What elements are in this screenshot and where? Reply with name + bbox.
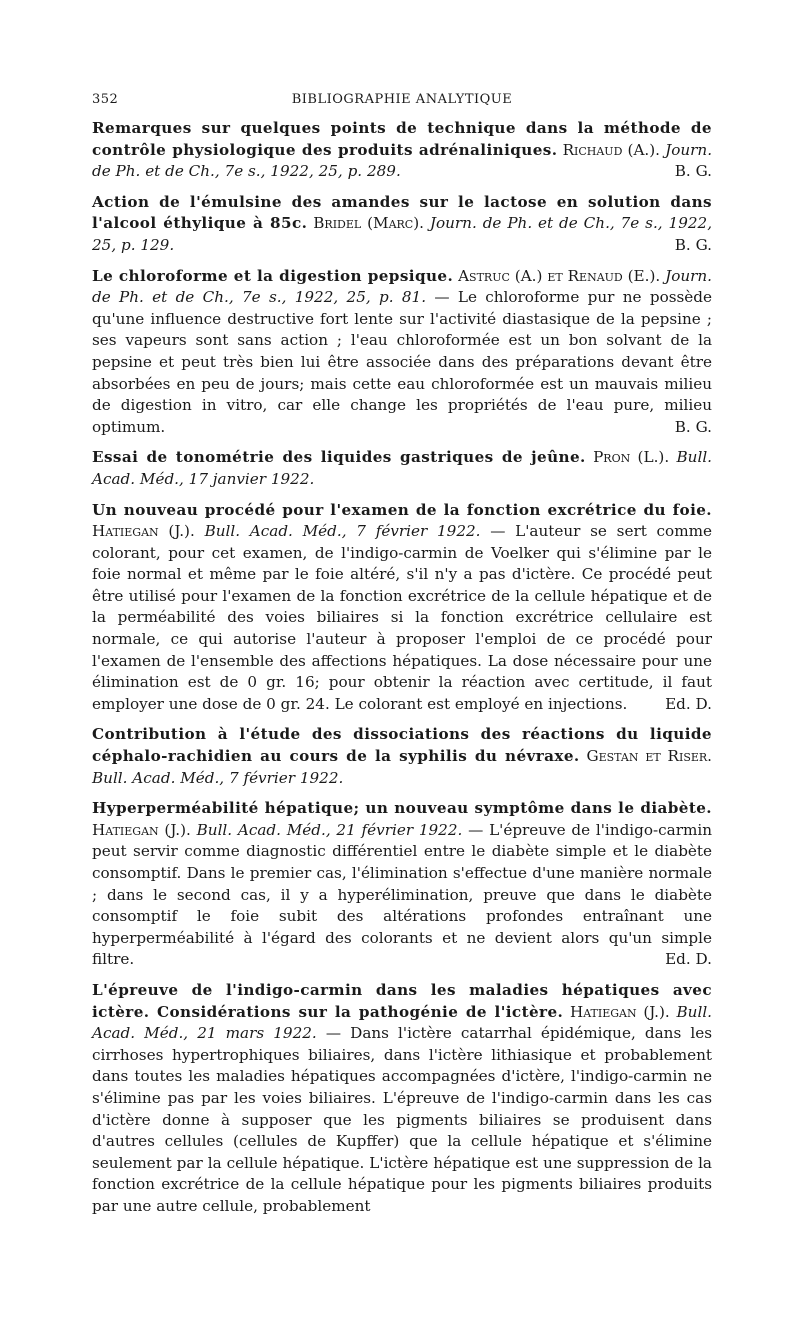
entry-body: — L'épreuve de l'indigo-carmin peut servir comme diagnostic différentiel entre le diabète simple et le diabète consomptif. Dans le premier cas, l'élimination s'effectue d'une manière normale ; dans le second cas, il y a hyperélimination, preuve que dans le diabète consomptif le foie subit des altérations profondes entraînant une hyperperméabilité à l'égard des colorants et ne devient alors qu'un simple filtre. bbox=[92, 820, 713, 969]
entry-author: Pron (L.). bbox=[593, 448, 670, 467]
entry-author: Hatiegan (J.). bbox=[92, 522, 195, 541]
entry-body: — L'auteur se sert comme colorant, pour cet examen, de l'indigo-carmin de Voelker qui s'élimine par le foie normal et même par le foie altéré, s'il n'y a pas d'ictère. Ce procédé peut être utilisé pour l'examen de la fonction excrétrice de la cellule hépatique et de la perméabilité des voies biliaires si la fonction excrétrice cellulaire est normale, ce qui autorise l'auteur à proposer l'emploi de ce procédé pour l'examen de l'ensemble des affections hépatiques. La dose nécessaire pour une élimination est de 0 gr. 16; pour obtenir la réaction avec certitude, il faut employer une dose de 0 gr. 24. Le colorant est employé en injections. bbox=[92, 522, 712, 713]
bibliography-entry bbox=[92, 500, 712, 716]
running-title: BIBLIOGRAPHIE ANALYTIQUE bbox=[291, 92, 513, 107]
entry-title: Le chloroforme et la digestion pepsique. bbox=[92, 266, 454, 285]
entry-body: — Dans l'ictère catarrhal épidémique, dans les cirrhoses hypertrophiques biliaires, dans l'ictère lithiasique et probablement dans toutes les maladies hépatiques accompagnées d'ictère, l'indigo-carmin ne s'élimine pas par les voies biliaires. L'épreuve de l'indigo-carmin dans les cas d'ictère donne à supposer que les pigments biliaires se produisent dans d'autres cellules (cellules de Kupffer) que la cellule hépatique et s'élimine seulement par la cellule hépatique. L'ictère hépatique est une suppression de la fonction excrétrice de la cellule hépatique pour les pigments biliaires produits par une autre cellule, probablement bbox=[92, 1024, 712, 1215]
entry-citation: Bull. Acad. Méd., 21 février 1922. bbox=[196, 820, 463, 839]
bibliography-entry bbox=[92, 798, 712, 971]
entry-signature: Ed. D. bbox=[665, 950, 712, 969]
bibliography-entry bbox=[92, 192, 712, 257]
bibliography-entry bbox=[92, 266, 712, 439]
entry-body: — Le chloroforme pur ne possède qu'une influence destructive fort lente sur l'activité diastasique de la pepsine ; ses vapeurs sont sans action ; l'eau chloroformée est un bon solvant de la pepsine et peut très bien lui être associée dans des préparations devant être absorbées en peu de jours; mais cette eau chloroformée est un mauvais milieu de digestion in vitro, car elle change les propriétés de l'eau pure, milieu optimum. bbox=[92, 288, 713, 436]
entry-title: Essai de tonométrie des liquides gastriques de jeûne. bbox=[92, 448, 586, 467]
entry-citation: Bull. Acad. Méd., 7 février 1922. bbox=[204, 522, 481, 541]
entry-author: Hatiegan (J.). bbox=[569, 1002, 670, 1021]
entry-title: Un nouveau procédé pour l'examen de la fonction excrétrice du foie. bbox=[92, 500, 712, 519]
entry-citation: Bull. Acad. Méd., 17 janvier 1922. bbox=[92, 448, 713, 488]
entry-title: Contribution à l'étude des dissociations des réactions du liquide céphalo-rachidien au cours de la syphilis du névraxe. bbox=[92, 725, 712, 766]
entry-author: Astruc (A.) et Renaud (E.). bbox=[458, 266, 661, 285]
page-number: 352 bbox=[92, 92, 119, 107]
entry-title: Action de l'émulsine des amandes sur le lactose en solution dans l'alcool éthylique à 85c. bbox=[92, 192, 712, 233]
entry-citation: Journ. de Ph. et de Ch., 7e s., 1922, 25, p. 289. bbox=[92, 140, 713, 181]
entry-author: Hatiegan (J.). bbox=[92, 820, 191, 839]
entry-signature: B. G. bbox=[674, 235, 712, 254]
entry-signature: Ed. D. bbox=[665, 694, 712, 713]
bibliography-entry bbox=[92, 447, 712, 490]
entry-title: L'épreuve de l'indigo-carmin dans les maladies hépatiques avec ictère. Considérations sur la pathogénie de l'ictère. bbox=[92, 980, 712, 1021]
entry-author: Bridel (Marc). bbox=[313, 214, 424, 233]
entry-title: Hyperperméabilité hépatique; un nouveau symptôme dans le diabète. bbox=[92, 799, 712, 818]
entry-author: Gestan et Riser. bbox=[586, 747, 712, 766]
bibliography-entry bbox=[92, 724, 712, 789]
entry-signature: B. G. bbox=[674, 162, 712, 181]
entry-citation: Bull. Acad. Méd., 7 février 1922. bbox=[92, 768, 344, 787]
document-page bbox=[92, 92, 712, 1227]
entry-author: Richaud (A.). bbox=[562, 140, 660, 159]
entry-citation: Journ. de Ph. et de Ch., 7e s., 1922, 25, p. 81. bbox=[92, 266, 713, 307]
entry-citation: Bull. Acad. Méd., 21 mars 1922. bbox=[92, 1002, 713, 1043]
bibliography-entry bbox=[92, 980, 712, 1218]
bibliography-entry bbox=[92, 118, 712, 183]
entry-citation: Journ. de Ph. et de Ch., 7e s., 1922, 25, p. 129. bbox=[92, 214, 713, 254]
entry-title: Remarques sur quelques points de technique dans la méthode de contrôle physiologique des produits adrénaliniques. bbox=[92, 119, 712, 159]
entry-signature: B. G. bbox=[674, 417, 712, 436]
running-header bbox=[92, 92, 712, 118]
